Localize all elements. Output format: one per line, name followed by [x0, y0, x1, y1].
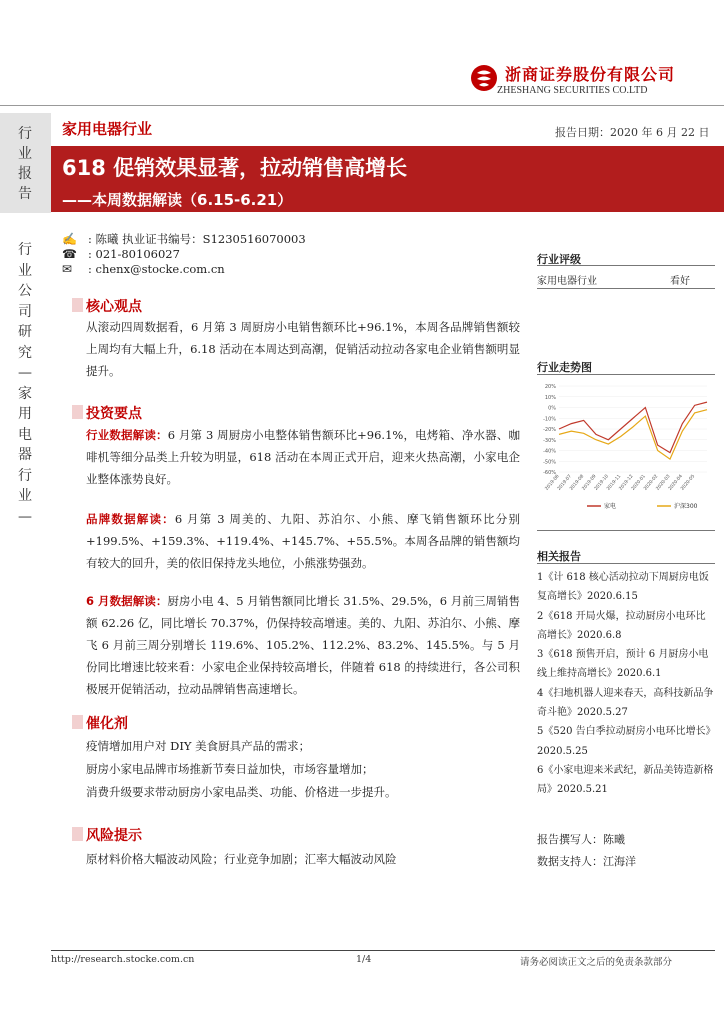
related-reports-list: [537, 568, 715, 800]
y-tick-label: 10%: [544, 394, 556, 401]
footer-divider: [51, 950, 715, 951]
x-tick-label: 2020-02: [643, 474, 660, 492]
risk-text: 原材料价格大幅波动风险；行业竞争加剧；汇率大幅波动风险: [86, 852, 397, 866]
page-number: 1/4: [356, 954, 372, 965]
catalyst-heading: 催化剂: [86, 716, 128, 732]
y-tick-label: -60%: [543, 470, 556, 476]
disclaimer-note: 请务必阅读正文之后的免责条款部分: [520, 957, 673, 968]
y-tick-label: -50%: [543, 459, 556, 466]
email-row: [62, 262, 225, 276]
footer-url[interactable]: http://research.stocke.com.cn: [51, 954, 195, 965]
sidebar-long-label: 行业公司研究—家用电器行业—: [18, 242, 32, 525]
rating-value: 看好: [670, 276, 690, 287]
y-tick-label: -10%: [543, 416, 556, 423]
invest-heading: 投资要点: [86, 406, 142, 422]
brand-data-paragraph: [86, 508, 520, 574]
core-heading: 核心观点: [86, 299, 142, 315]
june-data-label: 6 月数据解读：: [86, 594, 168, 608]
y-tick-label: 20%: [544, 384, 556, 390]
trend-chart: [537, 380, 715, 520]
x-tick-label: 2019-08: [569, 474, 586, 492]
legend-label: 家电: [604, 503, 617, 510]
brand-data-label: 品牌数据解读：: [86, 512, 175, 526]
related-heading: 相关报告: [537, 550, 581, 563]
catalyst-line: 疫情增加用户对 DIY 美食厨具产品的需求；: [86, 739, 311, 753]
related-report-item[interactable]: 2《618 开局火爆，拉动厨房小电环比高增长》2020.6.8: [537, 610, 706, 641]
risk-heading: 风险提示: [86, 828, 142, 844]
related-report-item[interactable]: 6《小家电迎来米武纪，新品美铸造新格局》2020.5.21: [537, 764, 714, 796]
x-tick-label: 2020-05: [680, 474, 697, 492]
sector-label: 家用电器行业: [62, 120, 153, 138]
y-tick-label: -20%: [543, 427, 556, 433]
section-marker: [72, 715, 83, 729]
report-author: 报告撰写人：陈曦: [537, 833, 625, 846]
company-logo-icon: [470, 64, 498, 92]
industry-data-label: 行业数据解读：: [86, 428, 168, 442]
company-name-en: ZHESHANG SECURITIES CO.LTD: [497, 85, 648, 96]
rating-heading: 行业评级: [537, 253, 581, 266]
related-report-item[interactable]: 1《计 618 核心活动拉动下周厨房电饭复高增长》2020.6.15: [537, 572, 709, 603]
analyst-info: : 陈曦 执业证书编号：S1230516070003: [88, 232, 306, 246]
header-divider: [0, 105, 724, 106]
y-tick-label: 0%: [548, 405, 556, 412]
rating-divider: [537, 265, 715, 266]
company-name-cn: 浙商证券股份有限公司: [505, 65, 676, 84]
phone-icon: ☎: [62, 247, 77, 261]
report-title: 618 促销效果显著，拉动销售高增长: [62, 156, 408, 180]
section-marker: [72, 827, 83, 841]
x-tick-label: 2020-01: [630, 474, 647, 492]
y-tick-label: -30%: [543, 437, 556, 444]
catalyst-line: 厨房小家电品牌市场推新节奏日益加快，市场容量增加；: [86, 762, 374, 776]
related-report-item[interactable]: 5《520 告白季拉动厨房小电环比增长》2020.5.25: [537, 726, 711, 757]
x-tick-label: 2019-07: [556, 474, 573, 492]
catalyst-line: 消费升级要求带动厨房小家电品类、功能、价格进一步提升。: [86, 785, 397, 799]
email-address[interactable]: : chenx@stocke.com.cn: [88, 262, 225, 276]
phone-number: : 021-80106027: [88, 247, 180, 261]
related-divider: [537, 563, 715, 564]
legend-label: 沪深300: [674, 503, 698, 510]
brand-data-text: 6 月第 3 周美的、九阳、苏泊尔、小熊、摩飞销售额环比分别+199.5%、+159.3%、+119.4%、+145.7%、+55.5%。本周各品牌的销售额均有较大的回升，美的依旧保持龙头地位，小熊涨势强劲。: [86, 512, 520, 570]
envelope-icon: ✉: [62, 262, 73, 276]
report-date: 报告日期：2020 年 6 月 22 日: [555, 126, 710, 139]
sidebar-category-label: 行业报告: [18, 126, 32, 202]
x-tick-label: 2020-04: [667, 474, 684, 492]
data-support: 数据支持人：江海洋: [537, 855, 636, 868]
trend-heading: 行业走势图: [537, 361, 592, 374]
section-marker: [72, 405, 83, 419]
x-tick-label: 2019-11: [606, 474, 623, 492]
x-tick-label: 2019-06: [544, 474, 561, 492]
related-report-item[interactable]: 4《扫地机器人迎来春天，高科技新品争奇斗艳》2020.5.27: [537, 687, 714, 719]
industry-data-paragraph: [86, 424, 520, 490]
series-line: [559, 410, 707, 459]
core-text: 从滚动四周数据看，6 月第 3 周厨房小电销售额环比+96.1%，本周各品牌销售额较上周均有大幅上升，6.18 活动在本周达到高潮，促销活动拉动各家电企业销售额明显提升。: [86, 320, 520, 378]
person-icon: ✍: [62, 232, 77, 246]
y-tick-label: -40%: [543, 448, 556, 455]
june-data-paragraph: [86, 590, 520, 700]
trend-bottom-divider: [537, 530, 715, 531]
x-tick-label: 2019-09: [581, 474, 598, 492]
x-tick-label: 2019-12: [618, 474, 635, 492]
trend-divider: [537, 374, 715, 375]
analyst-row: [62, 231, 306, 247]
related-report-item[interactable]: 3《618 预售开启，预计 6 月厨房小电线上维持高增长》2020.6.1: [537, 649, 709, 680]
rating-sector: 家用电器行业: [537, 276, 597, 287]
phone-row: [62, 247, 180, 261]
section-marker: [72, 298, 83, 312]
industry-data-text: 6 月第 3 周厨房小电整体销售额环比+96.1%，电烤箱、净水器、咖啡机等细分品类上升较为明显，618 活动在本周正式开启，迎来火热高潮，小家电企业整体涨势良好。: [86, 428, 521, 486]
x-tick-label: 2019-10: [593, 474, 610, 492]
rating-bottom-divider: [537, 288, 715, 289]
report-subtitle: ——本周数据解读（6.15-6.21）: [62, 191, 293, 209]
x-tick-label: 2020-03: [655, 474, 672, 492]
june-data-text: 厨房小电 4、5 月销售额同比增长 31.5%、29.5%，6 月前三周销售额 62.26 亿，同比增长 70.37%，仍保持较高增速。美的、九阳、苏泊尔、小熊、摩飞 6 月前三周分别增长 119.6%、105.2%、112.2%、83.2%、145.5%。与 5 月份同比增速比较来看：小家电企业保持较高增长，伴随着 618 的持续进行，各公司积极展开促销活动，拉动品牌销售高速增长。: [86, 594, 520, 696]
